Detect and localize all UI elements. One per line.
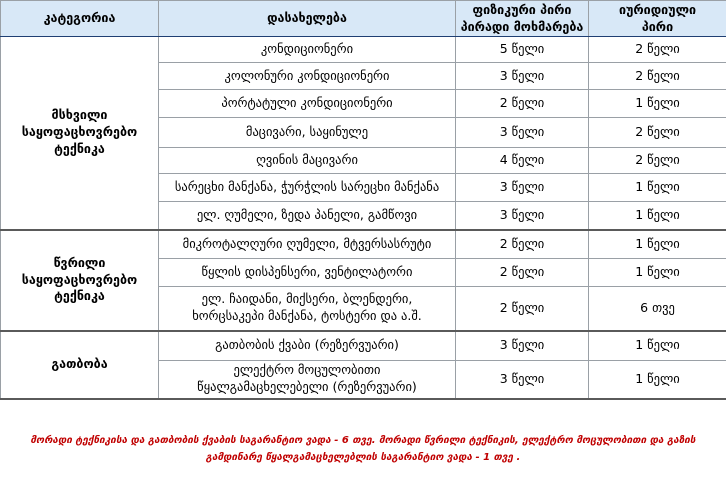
header-legal	[589, 1, 726, 37]
product-cell	[159, 361, 456, 399]
individual-warranty-cell: 2 წელი	[456, 259, 589, 287]
product-cell	[159, 90, 456, 118]
table-row	[1, 37, 726, 63]
category-line: ტექნიკა	[54, 141, 105, 157]
header-row	[1, 1, 726, 37]
footnote-line: გამდინარე წყალგამაცხელებლის საგარანტიო ვადა - 1 თვე .	[205, 452, 521, 463]
category-line: წვრილი	[53, 254, 106, 270]
legal-warranty-cell: 2 წელი	[589, 118, 726, 148]
individual-warranty-cell: 2 წელი	[456, 230, 589, 259]
legal-warranty-cell: 1 წელი	[589, 174, 726, 202]
table-row	[1, 331, 726, 361]
product-cell	[159, 259, 456, 287]
table-row	[1, 230, 726, 259]
legal-warranty-cell: 2 წელი	[589, 37, 726, 63]
category-cell	[1, 230, 159, 331]
product-line: სარეცხი მანქანა, ჭურჭლის სარეცხი მანქანა	[174, 179, 440, 195]
legal-warranty-cell: 1 წელი	[589, 202, 726, 230]
product-cell	[159, 331, 456, 361]
header-individual	[456, 1, 589, 37]
header-product: დასახელება	[159, 1, 456, 37]
category-line: ტექნიკა	[54, 288, 105, 304]
legal-warranty-cell: 1 წელი	[589, 331, 726, 361]
product-line: გათბობის ქვაბი (რეზერვუარი)	[215, 337, 399, 353]
individual-warranty-cell: 3 წელი	[456, 202, 589, 230]
category-line: საყოფაცხოვრებო	[21, 124, 138, 140]
individual-warranty-cell: 3 წელი	[456, 63, 589, 90]
product-line: წყალგამაცხელებელი (რეზერვუარი)	[197, 379, 417, 395]
individual-warranty-cell: 3 წელი	[456, 361, 589, 399]
product-line: ელექტრო მოცულობითი	[233, 362, 381, 378]
product-cell	[159, 202, 456, 230]
product-line: ელ. ჩაიდანი, მიქსერი, ბლენდერი,	[201, 291, 413, 307]
individual-warranty-cell: 3 წელი	[456, 331, 589, 361]
product-cell	[159, 174, 456, 202]
product-line: წყლის დისპენსერი, ვენტილატორი	[201, 264, 413, 280]
legal-warranty-cell: 1 წელი	[589, 90, 726, 118]
legal-warranty-cell: 2 წელი	[589, 63, 726, 90]
product-line: ელ. ღუმელი, ზედა პანელი, გამწოვი	[196, 206, 418, 222]
product-line: კოლონური კონდიციონერი	[224, 67, 390, 83]
category-line: მსხვილი	[51, 107, 108, 123]
product-line: ხორცსაკეპი მანქანა, ტოსტერი და ა.შ.	[192, 308, 422, 324]
table-body	[1, 37, 726, 399]
legal-warranty-cell: 1 წელი	[589, 259, 726, 287]
product-cell	[159, 118, 456, 148]
product-cell	[159, 63, 456, 90]
legal-warranty-cell: 6 თვე	[589, 287, 726, 331]
header-individual-line2: პირადი მოხმარება	[460, 18, 584, 34]
product-cell	[159, 37, 456, 63]
individual-warranty-cell: 2 წელი	[456, 90, 589, 118]
category-line: გათბობა	[51, 356, 108, 372]
individual-warranty-cell: 3 წელი	[456, 174, 589, 202]
category-line: საყოფაცხოვრებო	[21, 271, 138, 287]
individual-warranty-cell: 3 წელი	[456, 118, 589, 148]
footnote-line: მორადი ტექნიკისა და გათბობის ქვაბის საგარანტიო ვადა - 6 თვე. მორადი წვრილი ტექნიკის, ელექტრო მოცულობითი და გაზის	[30, 435, 696, 446]
header-legal-line2: პირი	[641, 18, 674, 34]
category-cell	[1, 331, 159, 399]
product-line: პორტატული კონდიციონერი	[221, 95, 393, 111]
legal-warranty-cell: 1 წელი	[589, 230, 726, 259]
product-line: კონდიციონერი	[260, 41, 354, 57]
product-cell	[159, 230, 456, 259]
product-cell	[159, 287, 456, 331]
header-category: კატეგორია	[1, 1, 159, 37]
individual-warranty-cell: 4 წელი	[456, 148, 589, 174]
footnote	[4, 432, 722, 466]
product-line: მაცივარი, საყინულე	[245, 124, 369, 140]
legal-warranty-cell: 1 წელი	[589, 361, 726, 399]
header-legal-line1: იურიდიული	[618, 1, 697, 17]
legal-warranty-cell: 2 წელი	[589, 148, 726, 174]
individual-warranty-cell: 5 წელი	[456, 37, 589, 63]
header-individual-line1: ფიზიკური პირი	[472, 1, 572, 17]
product-line: მიკროტალღური ღუმელი, მტვერსასრუტი	[182, 235, 432, 251]
product-cell	[159, 148, 456, 174]
category-cell	[1, 37, 159, 230]
product-line: ღვინის მაცივარი	[256, 152, 358, 168]
individual-warranty-cell: 2 წელი	[456, 287, 589, 331]
